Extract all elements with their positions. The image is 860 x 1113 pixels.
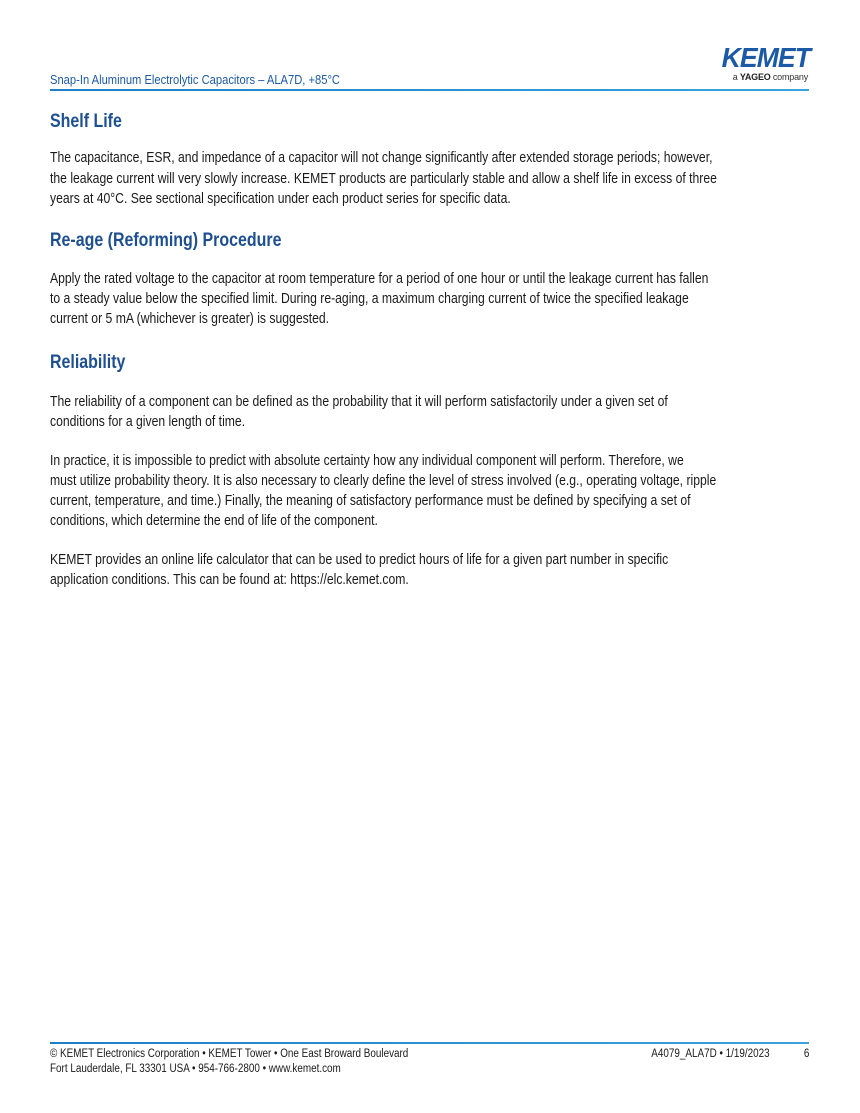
heading-re-age-procedure: Re-age (Reforming) Procedure (50, 230, 282, 251)
kemet-logo: KEMET (721, 42, 810, 73)
logo-tagline-prefix: a (732, 72, 740, 82)
footer-doc-id-date: A4079_ALA7D • 1/19/2023 (651, 1048, 770, 1060)
paragraph-line: conditions, which determine the end of life of the component. (50, 513, 378, 529)
document-title: Snap-In Aluminum Electrolytic Capacitors – ALA7D, +85°C (50, 72, 341, 87)
footer-contact: Fort Lauderdale, FL 33301 USA • 954-766-2800 • www.kemet.com (50, 1063, 341, 1075)
paragraph-line: conditions for a given length of time. (50, 414, 246, 430)
paragraph-line: to a steady value below the specified limit. During re-aging, a maximum charging current of twice the specified leakage (50, 291, 689, 307)
paragraph-line: In practice, it is impossible to predict with absolute certainty how any individual component will perform. Therefore, we (50, 453, 684, 469)
heading-shelf-life: Shelf Life (50, 111, 122, 132)
paragraph-line: must utilize probability theory. It is also necessary to clearly define the level of stress involved (e.g., operating voltage, ripple (50, 473, 717, 489)
paragraph-line: The reliability of a component can be defined as the probability that it will perform satisfactorily under a given set of (50, 394, 668, 410)
paragraph-line: the leakage current will very slowly increase. KEMET products are particularly stable and allow a shelf life in excess of three (50, 171, 717, 187)
heading-reliability: Reliability (50, 352, 126, 373)
page-number: 6 (803, 1048, 809, 1060)
footer-company-address: © KEMET Electronics Corporation • KEMET Tower • One East Broward Boulevard (50, 1048, 409, 1060)
paragraph-line: current or 5 mA (whichever is greater) is suggested. (50, 311, 330, 327)
paragraph-line: application conditions. This can be found at: https://elc.kemet.com. (50, 572, 409, 588)
paragraph-line: years at 40°C. See sectional specification under each product series for specific data. (50, 191, 511, 207)
logo-tagline (733, 72, 808, 82)
logo-tagline-brand: YAGEO (739, 72, 771, 82)
footer-divider (50, 1042, 809, 1044)
paragraph-line: KEMET provides an online life calculator that can be used to predict hours of life for a given part number in specific (50, 552, 669, 568)
paragraph-line: Apply the rated voltage to the capacitor at room temperature for a period of one hour or until the leakage current has fallen (50, 271, 709, 287)
paragraph-line: current, temperature, and time.) Finally, the meaning of satisfactory performance must be defined by specifying a set of (50, 493, 691, 509)
paragraph-line: The capacitance, ESR, and impedance of a capacitor will not change significantly after extended storage periods; however, (50, 150, 713, 166)
logo-tagline-suffix: company (770, 72, 808, 82)
header-divider (50, 89, 809, 91)
